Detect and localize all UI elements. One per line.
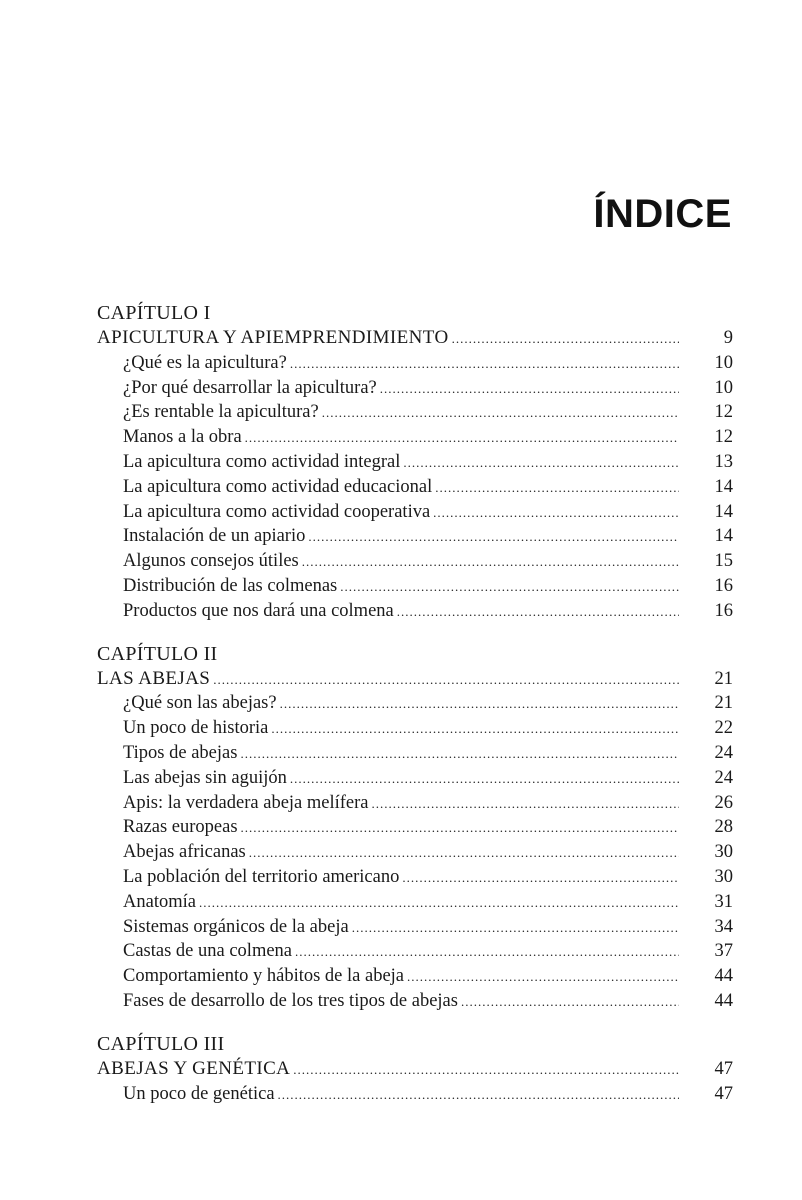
toc-entry-title: Castas de una colmena [123, 941, 293, 962]
toc-heading-row[interactable] [97, 326, 733, 351]
toc-entry[interactable] [97, 351, 733, 376]
toc-entry-title: Distribución de las colmenas [123, 575, 338, 596]
toc-entry-title: Manos a la obra [123, 427, 242, 448]
dot-leader [290, 352, 679, 377]
dot-leader [461, 990, 679, 1015]
toc-entry-title: Un poco de genética [123, 1083, 275, 1104]
dot-leader [302, 550, 679, 575]
dot-leader [249, 841, 679, 866]
toc-page-number: 28 [714, 817, 733, 838]
toc-entry[interactable] [97, 989, 733, 1014]
dot-leader [245, 426, 679, 451]
dot-leader [293, 1058, 679, 1083]
dot-leader [278, 1083, 679, 1108]
toc-entry[interactable] [97, 939, 733, 964]
page-title: ÍNDICE [593, 192, 732, 236]
toc-entry-title: ¿Qué es la apicultura? [123, 352, 287, 373]
dot-leader [240, 742, 679, 767]
table-of-contents [97, 300, 733, 1123]
toc-entry-title: Sistemas orgánicos de la abeja [123, 916, 349, 937]
toc-entry-title: Abejas africanas [123, 842, 246, 863]
toc-entry[interactable] [97, 716, 733, 741]
toc-entry[interactable] [97, 691, 733, 716]
chapter-label: CAPÍTULO I [97, 302, 211, 324]
toc-page-number: 24 [714, 742, 733, 763]
chapter-1 [97, 300, 733, 624]
dot-leader [241, 816, 679, 841]
toc-entry[interactable] [97, 915, 733, 940]
toc-page-number: 12 [714, 427, 733, 448]
chapter-3 [97, 1031, 733, 1107]
toc-page-number: 22 [714, 718, 733, 739]
toc-entry[interactable] [97, 840, 733, 865]
toc-entry[interactable] [97, 599, 733, 624]
toc-page-number: 14 [714, 501, 733, 522]
dot-leader [213, 668, 679, 693]
toc-entry[interactable] [97, 574, 733, 599]
toc-heading-row[interactable] [97, 1057, 733, 1082]
toc-entry-title: La apicultura como actividad integral [123, 451, 401, 472]
toc-page-number: 47 [714, 1083, 733, 1104]
toc-entry-title: ¿Qué son las abejas? [123, 693, 277, 714]
toc-entry[interactable] [97, 890, 733, 915]
toc-heading-title: APICULTURA Y APIEMPRENDIMIENTO [97, 327, 449, 348]
toc-entry-title: La apicultura como actividad cooperativa [123, 501, 431, 522]
toc-page-number: 10 [714, 352, 733, 373]
toc-page-number: 16 [714, 600, 733, 621]
toc-page-number: 14 [714, 526, 733, 547]
toc-page-number: 31 [714, 891, 733, 912]
toc-entry[interactable] [97, 741, 733, 766]
toc-heading-title: LAS ABEJAS [97, 667, 211, 689]
toc-entry-title: Un poco de historia [123, 718, 269, 739]
toc-page-number: 24 [714, 767, 733, 788]
toc-page-number: 37 [714, 941, 733, 962]
toc-entry[interactable] [97, 475, 733, 500]
toc-page-number: 34 [714, 916, 733, 937]
toc-entry-title: La apicultura como actividad educacional [123, 476, 433, 497]
toc-entry-title: ¿Por qué desarrollar la apicultura? [123, 377, 377, 398]
toc-entry-title: Productos que nos dará una colmena [123, 600, 394, 621]
toc-page-number: 30 [714, 866, 733, 887]
toc-entry[interactable] [97, 376, 733, 401]
toc-page-number: 44 [714, 990, 733, 1011]
toc-entry-title: ¿Es rentable la apicultura? [123, 402, 319, 423]
toc-entry[interactable] [97, 791, 733, 816]
dot-leader [271, 717, 679, 742]
dot-leader [352, 916, 679, 941]
toc-page-number: 12 [714, 402, 733, 423]
toc-page-number: 13 [714, 451, 733, 472]
dot-leader [295, 940, 679, 965]
dot-leader [403, 451, 679, 476]
toc-heading-title: ABEJAS Y GENÉTICA [97, 1057, 291, 1079]
toc-entry[interactable] [97, 964, 733, 989]
toc-entry-title: Fases de desarrollo de los tres tipos de abejas [123, 990, 458, 1011]
toc-page-number: 15 [714, 551, 733, 572]
toc-page-number: 30 [714, 842, 733, 863]
toc-page-number: 10 [714, 377, 733, 398]
toc-entry-title: Tipos de abejas [123, 742, 238, 763]
toc-page-number: 16 [714, 575, 733, 596]
chapter-label: CAPÍTULO II [97, 642, 218, 665]
toc-entry[interactable] [97, 766, 733, 791]
dot-leader [435, 476, 679, 501]
dot-leader [433, 501, 679, 526]
dot-leader [452, 327, 679, 352]
dot-leader [322, 401, 679, 426]
dot-leader [380, 377, 679, 402]
toc-page-number: 44 [714, 966, 733, 987]
toc-entry-title: Apis: la verdadera abeja melífera [123, 792, 369, 813]
toc-entry[interactable] [97, 400, 733, 425]
toc-entry-title: Las abejas sin aguijón [123, 767, 287, 788]
toc-entry-title: Instalación de un apiario [123, 526, 306, 547]
toc-page-number: 21 [714, 668, 733, 689]
toc-page-number: 26 [714, 792, 733, 813]
toc-entry-title: Algunos consejos útiles [123, 551, 299, 572]
chapter-label: CAPÍTULO III [97, 1032, 225, 1055]
toc-entry-title: La población del territorio americano [123, 866, 400, 887]
toc-page-number: 14 [714, 476, 733, 497]
toc-page-number: 47 [714, 1058, 733, 1079]
dot-leader [199, 891, 679, 916]
toc-entry[interactable] [97, 815, 733, 840]
dot-leader [340, 575, 679, 600]
toc-entry[interactable] [97, 425, 733, 450]
toc-entry[interactable] [97, 500, 733, 525]
dot-leader [402, 866, 679, 891]
toc-entry[interactable] [97, 450, 733, 475]
toc-entry-title: Anatomía [123, 891, 196, 912]
dot-leader [407, 965, 679, 990]
dot-leader [397, 600, 679, 625]
toc-heading-row[interactable] [97, 667, 733, 692]
dot-leader [280, 692, 679, 717]
toc-entry-title: Razas europeas [123, 817, 238, 838]
toc-entry[interactable] [97, 549, 733, 574]
toc-page-number: 21 [714, 693, 733, 714]
dot-leader [308, 525, 679, 550]
toc-page-number: 9 [723, 328, 733, 348]
toc-entry[interactable] [97, 1082, 733, 1107]
dot-leader [290, 767, 679, 792]
chapter-2 [97, 641, 733, 1014]
toc-entry[interactable] [97, 524, 733, 549]
toc-entry[interactable] [97, 865, 733, 890]
toc-entry-title: Comportamiento y hábitos de la abeja [123, 966, 405, 987]
dot-leader [372, 792, 679, 817]
